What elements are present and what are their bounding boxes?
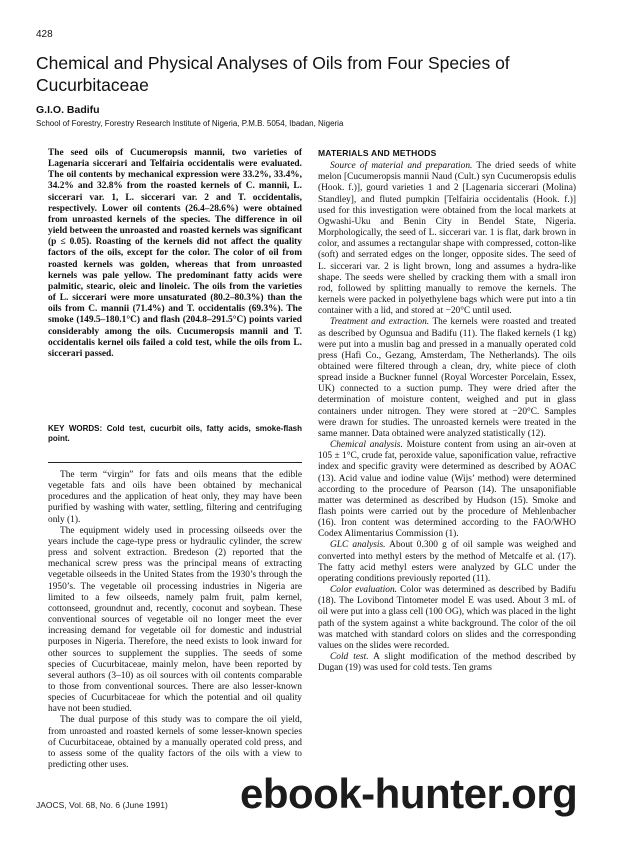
subheading: Source of material and preparation.	[330, 161, 473, 172]
paragraph-text: Color was determined as described by Badifu (18). The Lovibond Tintometer model E was used. About 3 mL of oil were put into a glass cell (100 OG), which was placed in the light path of the system against a white background. The color of the oil was matched with standard colors on slides and the corresponding values on the slides were recorded.	[318, 585, 577, 651]
abstract: The seed oils of Cucumeropsis mannii, two varieties of Lagenaria siccerari and Telfairia occidentalis were evaluated. The oil contents by mechanical expression were 33.2%, 33.4%, 34.2% and 32.8% from the roasted kernels of C. mannii, L. siccerari var. 1, L. siccerari var. 2 and T. occidentalis, respectively. Lower oil contents (26.4–28.6%) were obtained from unroasted kernels of the species. The difference in oil yield between the unroasted and roasted kernels was significant (p ≤ 0.05). Roasting of the kernels did not affect the quality factors of the oils, except for the color. The color of oil from roasted kernels was golden, whereas that from unroasted kernels was pale yellow. The predominant fatty acids were palmitic, stearic, oleic and linoleic. The oils from the varieties of L. siccerari were more unsaturated (80.2–80.3%) than the oils from C. mannii (71.4%) and T. occidentalis (69.3%). The smoke (149.5–180.1°C) and flash (204.8–291.5°C) points varied considerably among the oils. Cucumeropsis mannii and T. occidentalis kernel oils failed a cold test, while the oils from L. siccerari passed.	[48, 148, 302, 359]
intro-paragraph: The term “virgin” for fats and oils means that the edible vegetable fats and oils have been obtained by mechanical procedures and the application of heat only, they may have been purified by washing with water, settling, filtering and centrifuging only (1).	[48, 470, 302, 525]
methods-paragraph	[318, 540, 576, 585]
keywords: KEY WORDS: Cold test, cucurbit oils, fatty acids, smoke-flash point.	[48, 424, 302, 444]
methods-section	[318, 148, 576, 674]
paragraph-text: Moisture content from using an air-oven at 105 ± 1°C, crude fat, peroxide value, saponification value, refractive index and specific gravity were determined as described by AOAC (13). Acid value and iodine value (Wijs’ method) were determined according to the procedure of Pearson (14). The unsaponifiable matter was determined as described by Hudson (15). Smoke and flash points were carried out by the procedure of Mehlenbacher (16). Iron content was determined according to the FAO/WHO Codex Alimentarius Commission (1).	[318, 440, 576, 540]
paragraph-text: The kernels were roasted and treated as described by Ogunsua and Badifu (11). The flaked kernels (1 kg) were put into a muslin bag and pressed in a manually operated cold press (Hafi Co., Gezang, Amsterdam, The Netherlands). The oils obtained were filtered through a clean, dry, white piece of cloth spread inside a Buckner funnel (Royal Worcester Porcelain, Essex, UK) connected to a suction pump. They were dried after the determination of moisture content, weighed and put in glass containers under nitrogen. They were stored at −20°C. Samples were drawn for studies. The unroasted kernels were treated in the same manner. Data obtained were analyzed statistically (12).	[318, 317, 576, 439]
subheading: GLC analysis.	[330, 540, 386, 551]
methods-paragraph	[318, 585, 576, 652]
watermark: ebook-hunter.org	[240, 770, 578, 817]
paragraph-text: A slight modification of the method described by Dugan (19) was used for cold tests. Ten grams	[318, 652, 576, 674]
author-name: G.I.O. Badifu	[36, 104, 100, 116]
abstract-divider	[48, 462, 302, 463]
subheading: Color evaluation.	[330, 585, 397, 596]
section-heading: MATERIALS AND METHODS	[318, 148, 437, 158]
introduction	[48, 470, 302, 771]
subheading: Chemical analysis.	[330, 440, 403, 451]
author-affiliation: School of Forestry, Forestry Research Institute of Nigeria, P.M.B. 5054, Ibadan, Nigeria	[36, 119, 344, 128]
subheading: Cold test.	[330, 652, 369, 663]
methods-paragraph	[318, 317, 576, 440]
paragraph-text: About 0.300 g of oil sample was weighed and converted into methyl esters by the method of Metcalfe et al. (17). The fatty acid methyl esters were analyzed by GLC under the operating conditions previously reported (11).	[318, 540, 577, 584]
methods-paragraph	[318, 440, 576, 540]
subheading: Treatment and extraction.	[330, 317, 430, 328]
methods-paragraph	[318, 652, 576, 674]
page-number: 428	[36, 29, 53, 40]
journal-footer: JAOCS, Vol. 68, No. 6 (June 1991)	[36, 800, 168, 810]
methods-paragraph	[318, 161, 576, 317]
article-title: Chemical and Physical Analyses of Oils from Four Species of Cucurbitaceae	[36, 53, 510, 95]
intro-paragraph: The dual purpose of this study was to compare the oil yield, from unroasted and roasted kernels of some lesser-known species of Cucurbitaceae, obtained by a manually operated cold press, and to assess some of the quality factors of the oils with a view to predicting other uses.	[48, 715, 302, 771]
paragraph-text: The dried seeds of white melon [Cucumeropsis mannii Naud (Cult.) syn Cucumeropsis edulis (Hook. f.)], gourd varieties 1 and 2 [Lagenaria siccerari (Molina) Standley], and fluted pumpkin [Telfairia occidentalis (Hook. f.)] used for this investigation were obtained from the local markets at Ogwashi-Uku and Benin City in Bendel State, Nigeria. Morphologically, the seed of L. siccerari var. 1 is flat, dark brown in color, and assumes a rectangular shape with compressed, cotton-like (soft) and serrated edges on the longer, opposite sides. The seed of L. siccerari var. 2 is light brown, long and assumes a hydra-like shape. The seeds were shelled by cracking them with a small iron rod, followed by splitting manually to remove the kernels. The kernels were packed in polyethylene bags which were put into a tin container with a lid, and stored at −20°C until used.	[318, 161, 576, 317]
intro-paragraph: The equipment widely used in processing oilseeds over the years include the cage-type press or hydraulic cylinder, the screw press and solvent extraction. Bredeson (2) reported that the mechanical screw press was the principal means of extracting vegetable oilseeds in the United States from the 1930’s through the 1950’s. The vegetable oil processing industries in Nigeria are limited to a few oilseeds, namely palm fruit, palm kernel, cottonseed, groundnut and, recently, coconut and soybean. These conventional sources of vegetable oil no longer meet the ever increasing demand for vegetable oil for domestic and industrial purposes in Nigeria. Therefore, the need exists to look inward for other sources to supplement the supplies. The seeds of some species of Cucurbitaceae, mainly melon, have been reported by several authors (3–10) as oil sources with oil contents comparable to those from conventional sources. There are also lesser-known species of Cucurbitaceae for which the potential and oil quality have not been studied.	[48, 525, 302, 715]
